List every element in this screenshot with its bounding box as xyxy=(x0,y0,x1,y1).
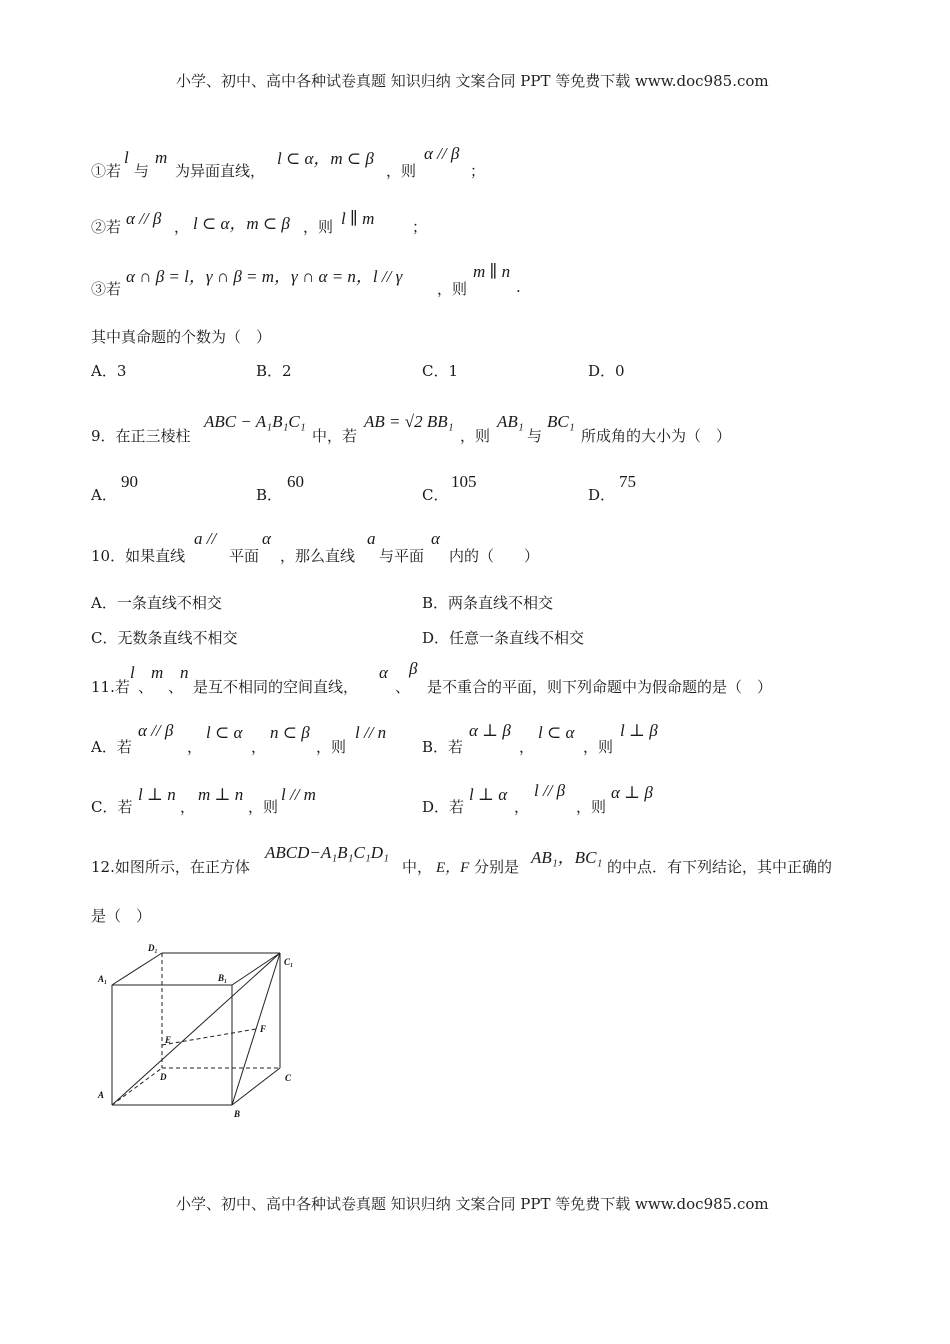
label-d: D xyxy=(160,1072,167,1082)
option-b[interactable]: B．2 xyxy=(256,362,292,380)
label-a: A xyxy=(98,1090,105,1100)
page-header: 小学、初中、高中各种试卷真题 知识归纳 文案合同 PPT 等免费下载 www.doc985.com xyxy=(176,72,769,90)
option-d[interactable]: D．任意一条直线不相交 xyxy=(422,629,585,647)
label-a1: A₁ xyxy=(98,974,108,984)
label-d1: D₁ xyxy=(148,943,158,953)
option-d[interactable]: D．0 xyxy=(588,362,625,380)
segment-e-f xyxy=(162,1029,256,1045)
cube-figure xyxy=(90,935,310,1125)
q8-question: 其中真命题的个数为（ ） xyxy=(91,328,272,346)
diag-b-c1 xyxy=(232,953,280,1105)
option-a[interactable]: A．3 xyxy=(91,362,127,380)
label-b: B xyxy=(234,1109,241,1119)
edge-a1-d1 xyxy=(112,953,162,985)
option-a[interactable]: A．一条直线不相交 xyxy=(91,594,222,612)
edge-b1-c1 xyxy=(232,953,280,985)
label-c: C xyxy=(285,1073,292,1083)
label-b1: B₁ xyxy=(218,973,228,983)
page-footer: 小学、初中、高中各种试卷真题 知识归纳 文案合同 PPT 等免费下载 www.doc985.com xyxy=(176,1195,769,1213)
option-c[interactable]: C．1 xyxy=(422,362,459,380)
label-f: F xyxy=(260,1024,267,1034)
edge-a-d xyxy=(112,1068,162,1105)
edge-b-c xyxy=(232,1068,280,1105)
option-b[interactable]: B．两条直线不相交 xyxy=(422,594,554,612)
label-c1: C₁ xyxy=(284,957,294,967)
option-c[interactable]: C．无数条直线不相交 xyxy=(91,629,238,647)
label-e: E xyxy=(165,1035,172,1045)
